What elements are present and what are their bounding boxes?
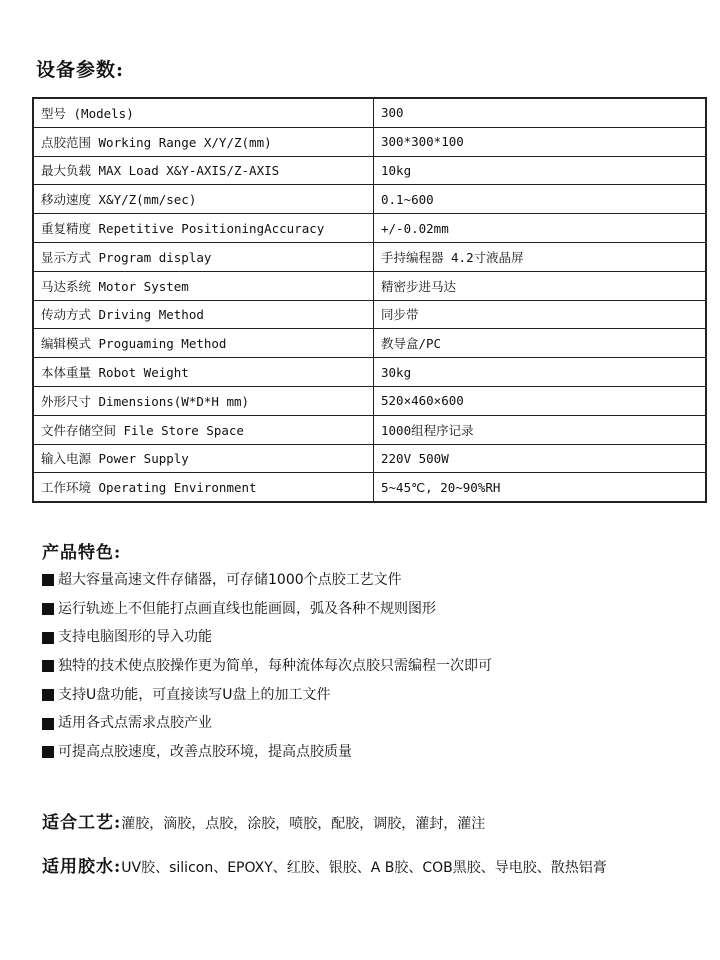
feature-text: 适用各式点需求点胶产业 (58, 715, 212, 732)
spec-value: 手持编程器 4.2寸液晶屏 (374, 242, 707, 271)
spec-row (33, 415, 706, 444)
glue-row (42, 852, 607, 877)
spec-label: 输入电源 Power Supply (33, 444, 374, 473)
spec-value: 10kg (374, 156, 707, 185)
process-label: 适合工艺: (42, 813, 122, 833)
spec-row (33, 242, 706, 271)
feature-item (42, 681, 492, 710)
square-bullet-icon (42, 574, 54, 586)
process-value: 灌胶，滴胶，点胶，涂胶，喷胶，配胶，调胶，灌封，灌注 (121, 816, 486, 832)
spec-label: 型号 (Models) (33, 98, 374, 127)
spec-label: 移动速度 X&Y/Z(mm/sec) (33, 185, 374, 214)
feature-item (42, 623, 492, 652)
spec-row (33, 156, 706, 185)
spec-value: 300 (374, 98, 707, 127)
spec-value: 精密步进马达 (374, 271, 707, 300)
spec-row (33, 358, 706, 387)
spec-label: 点胶范围 Working Range X/Y/Z(mm) (33, 127, 374, 156)
square-bullet-icon (42, 718, 54, 730)
feature-text: 支持U盘功能，可直接读写U盘上的加工文件 (58, 686, 331, 703)
spec-row (33, 185, 706, 214)
spec-label: 编辑模式 Proguaming Method (33, 329, 374, 358)
features-list (42, 566, 492, 767)
feature-item (42, 709, 492, 738)
feature-text: 独特的技术使点胶操作更为简单，每种流体每次点胶只需编程一次即可 (58, 658, 492, 675)
spec-row (33, 473, 706, 502)
glue-value: UV胶、silicon、EPOXY、红胶、银胶、A B胶、COB黑胶、导电胶、散热铝膏 (121, 860, 607, 876)
spec-label: 马达系统 Motor System (33, 271, 374, 300)
spec-table (32, 97, 707, 503)
feature-text: 可提高点胶速度，改善点胶环境，提高点胶质量 (58, 744, 352, 761)
spec-row (33, 98, 706, 127)
features-section-title: 产品特色: (42, 543, 122, 563)
feature-item (42, 652, 492, 681)
feature-text: 超大容量高速文件存储器，可存储1000个点胶工艺文件 (58, 572, 402, 588)
square-bullet-icon (42, 632, 54, 644)
spec-label: 工作环境 Operating Environment (33, 473, 374, 502)
spec-value: 30kg (374, 358, 707, 387)
square-bullet-icon (42, 603, 54, 615)
feature-item (42, 566, 492, 595)
spec-label: 最大负载 MAX Load X&Y-AXIS/Z-AXIS (33, 156, 374, 185)
spec-value: 5~45℃, 20~90%RH (374, 473, 707, 502)
spec-value: 0.1~600 (374, 185, 707, 214)
spec-value: +/-0.02mm (374, 214, 707, 243)
process-row (42, 808, 485, 833)
square-bullet-icon (42, 689, 54, 701)
spec-row (33, 329, 706, 358)
spec-label: 显示方式 Program display (33, 242, 374, 271)
spec-row (33, 127, 706, 156)
spec-value: 300*300*100 (374, 127, 707, 156)
spec-label: 本体重量 Robot Weight (33, 358, 374, 387)
square-bullet-icon (42, 746, 54, 758)
feature-text: 支持电脑图形的导入功能 (58, 629, 212, 646)
feature-item (42, 738, 492, 767)
feature-text: 运行轨迹上不但能打点画直线也能画圆，弧及各种不规则图形 (58, 600, 436, 617)
square-bullet-icon (42, 660, 54, 672)
spec-label: 传动方式 Driving Method (33, 300, 374, 329)
spec-value: 1000组程序记录 (374, 415, 707, 444)
spec-value: 220V 500W (374, 444, 707, 473)
spec-label: 文件存储空间 File Store Space (33, 415, 374, 444)
spec-label: 重复精度 Repetitive PositioningAccuracy (33, 214, 374, 243)
spec-row (33, 300, 706, 329)
spec-value: 同步带 (374, 300, 707, 329)
spec-row (33, 214, 706, 243)
spec-row (33, 386, 706, 415)
spec-row (33, 271, 706, 300)
spec-row (33, 444, 706, 473)
spec-value: 520×460×600 (374, 386, 707, 415)
spec-section-title: 设备参数: (36, 59, 125, 81)
glue-label: 适用胶水: (42, 857, 122, 877)
feature-item (42, 595, 492, 624)
spec-label: 外形尺寸 Dimensions(W*D*H mm) (33, 386, 374, 415)
spec-value: 教导盒/PC (374, 329, 707, 358)
